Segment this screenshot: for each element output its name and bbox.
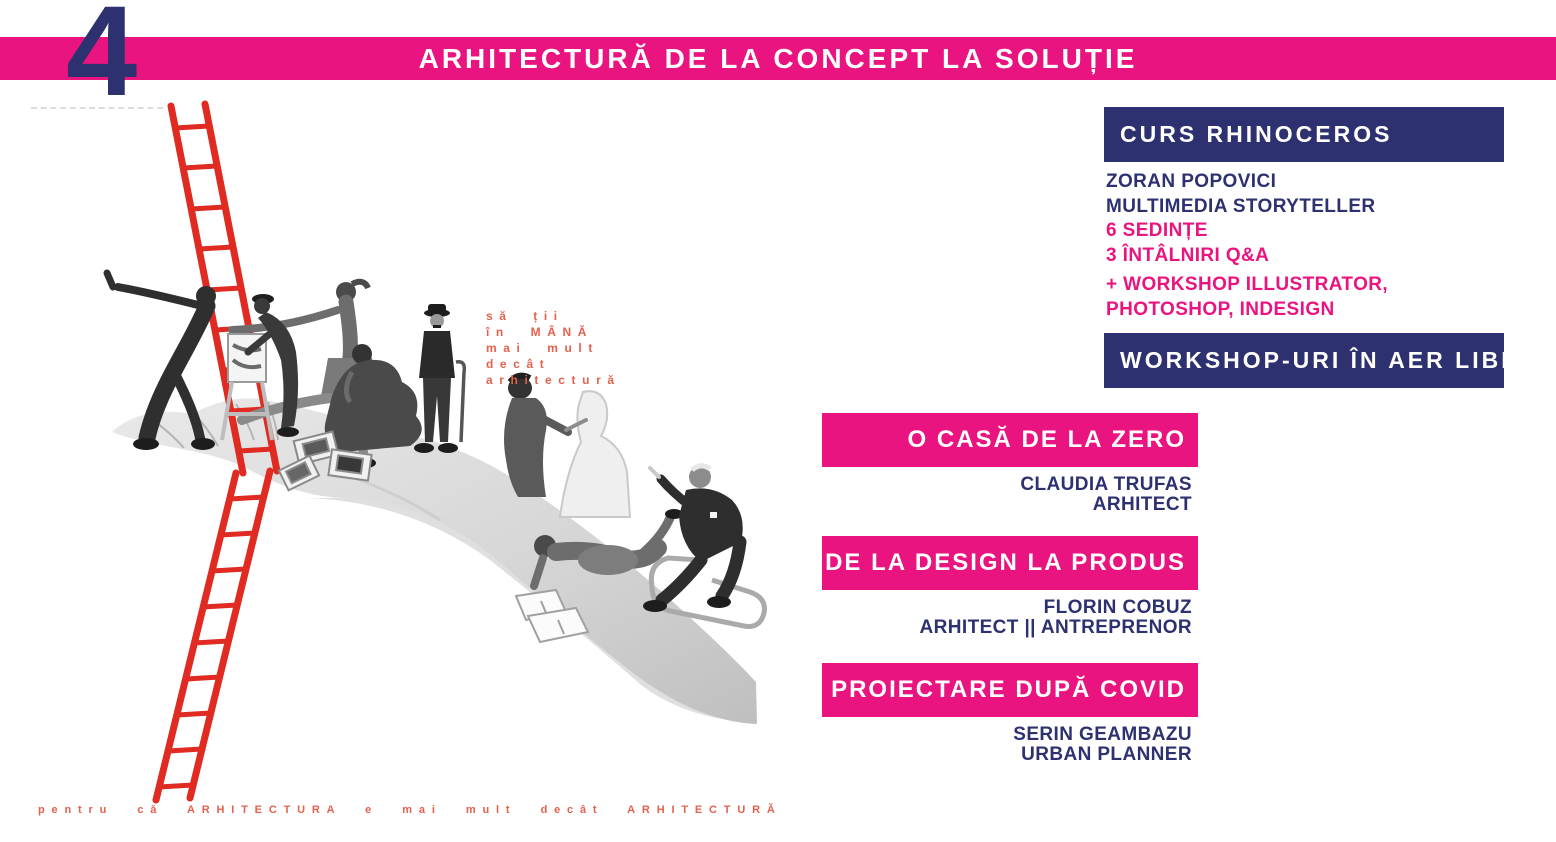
speaker-caption <box>920 598 1192 638</box>
collage-caption <box>486 308 621 388</box>
speaker-role: ARHITECT <box>1092 494 1192 515</box>
caption-line: să ții <box>486 309 564 323</box>
curs-rhinoceros-info <box>1106 170 1388 322</box>
caption-line: arhitectură <box>486 373 621 387</box>
instructor-name: ZORAN POPOVICI <box>1106 171 1277 192</box>
curs-detail: 3 ÎNTÂLNIRI Q&A <box>1106 244 1270 266</box>
speaker-name: SERIN GEAMBAZU <box>1013 724 1192 745</box>
banner-curs-rhinoceros: CURS RHINOCEROS <box>1104 107 1504 162</box>
speaker-caption <box>1013 725 1192 765</box>
banner-proiectare-dupa-covid: PROIECTARE DUPĂ COVID <box>822 663 1198 717</box>
speaker-role: ARHITECT || ANTREPRENOR <box>919 617 1192 638</box>
speaker-role: URBAN PLANNER <box>1021 744 1192 765</box>
banner-o-casa-de-la-zero: O CASĂ DE LA ZERO <box>822 413 1198 467</box>
speaker-name: FLORIN COBUZ <box>1043 597 1192 618</box>
caption-line: mai mult <box>486 341 599 355</box>
slide-number: 4 <box>66 0 138 123</box>
curs-detail: + WORKSHOP ILLUSTRATOR, <box>1106 274 1389 295</box>
curs-detail: 6 SEDINȚE <box>1106 220 1208 241</box>
slide-footer-tagline: pentru că ARHITECTURA e mai mult decât ARHITECTURĂ <box>38 804 782 816</box>
caption-line: decât <box>486 357 551 371</box>
sculptor-and-bust-figure <box>504 376 630 517</box>
banner-de-la-design-la-produs: DE LA DESIGN LA PRODUS <box>822 536 1198 590</box>
slide-title: ARHITECTURĂ DE LA CONCEPT LA SOLUȚIE <box>418 43 1138 74</box>
banner-workshop-aer-liber: WORKSHOP-URI ÎN AER LIBER <box>1104 333 1504 388</box>
caption-line: în MÂNĂ <box>486 325 593 339</box>
red-ladder-lower <box>156 471 270 800</box>
speaker-name: CLAUDIA TRUFAS <box>1020 474 1192 495</box>
curs-detail: PHOTOSHOP, INDESIGN <box>1106 298 1335 320</box>
speaker-caption <box>1020 475 1192 515</box>
instructor-role: MULTIMEDIA STORYTELLER <box>1106 195 1376 217</box>
